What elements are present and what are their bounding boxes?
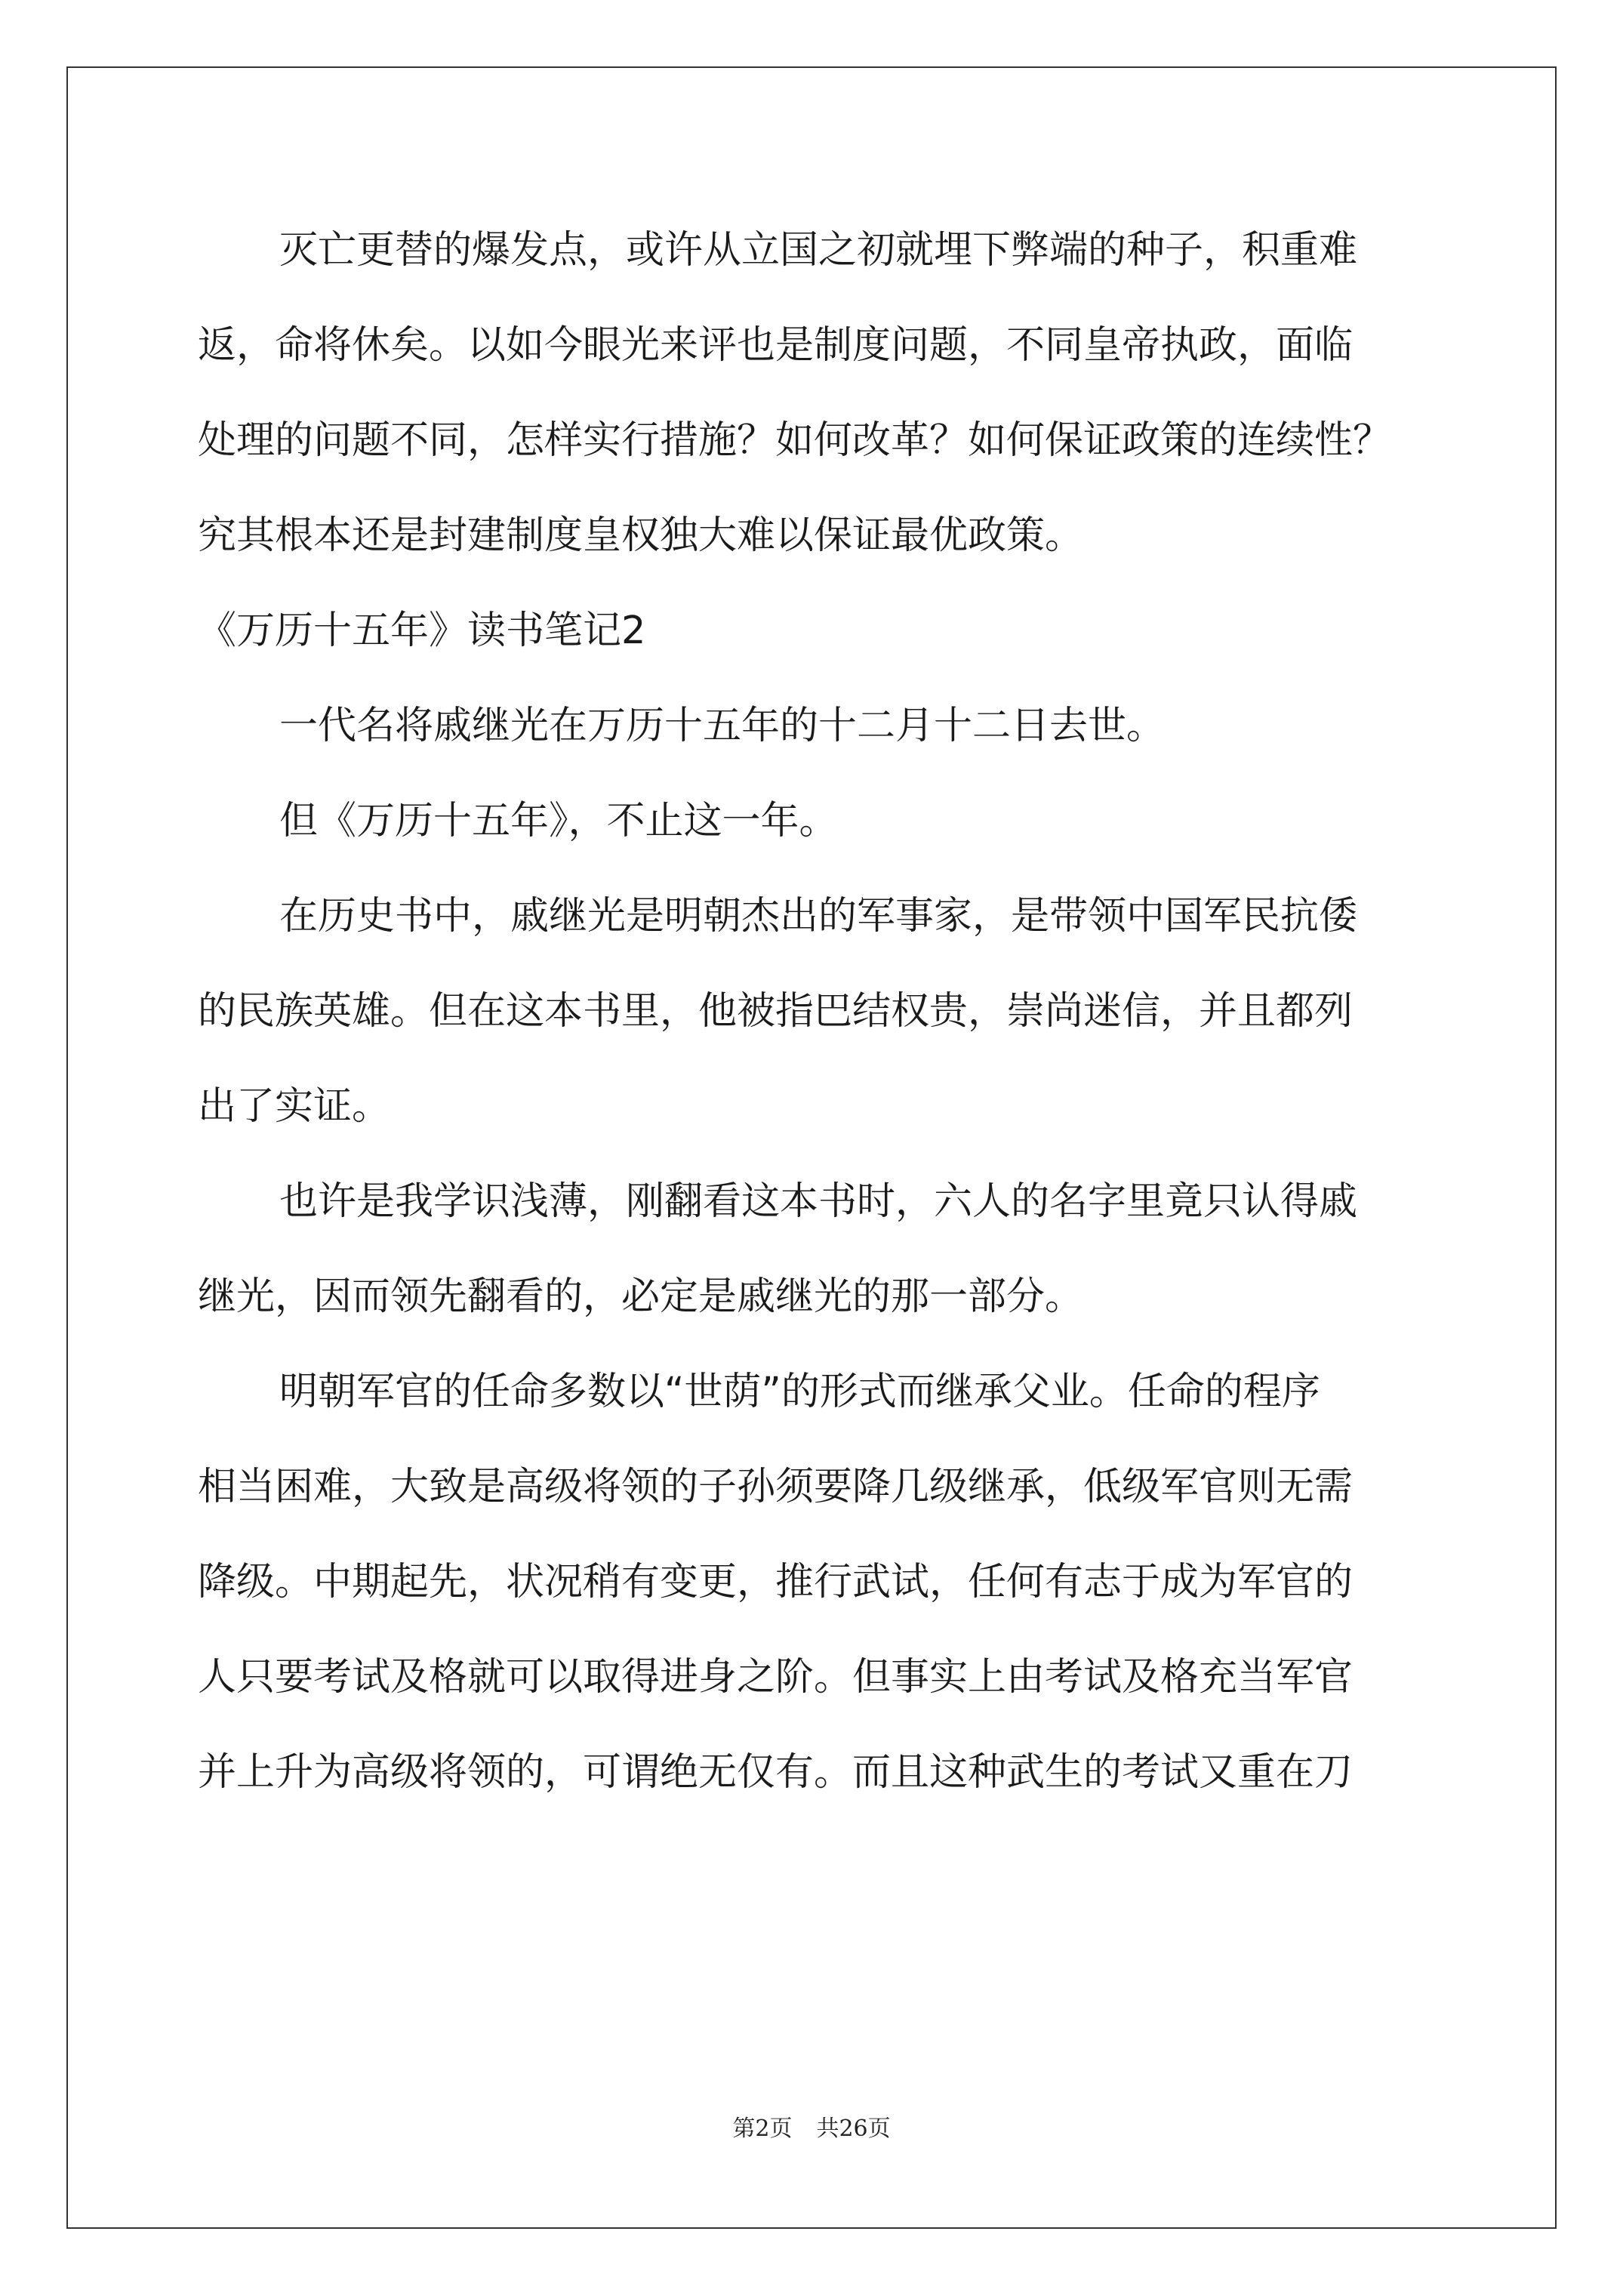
paragraph-line: 出了实证。 [198, 1084, 391, 1129]
paragraph-line: 一代名将戚继光在万历十五年的十二月十二日去世。 [279, 704, 1166, 748]
paragraph-line: 处理的问题不同，怎样实行措施？如何改革？如何保证政策的连续性？ [198, 418, 1392, 463]
paragraph-line: 也许是我学识浅薄，刚翻看这本书时，六人的名字里竟只认得戚 [279, 1179, 1358, 1224]
paragraph-line: 的民族英雄。但在这本书里，他被指巴结权贵，崇尚迷信，并且都列 [198, 989, 1354, 1034]
paragraph-line: 相当困难，大致是高级将领的子孙须要降几级继承，低级军官则无需 [198, 1465, 1354, 1509]
paragraph-line: 人只要考试及格就可以取得进身之阶。但事实上由考试及格充当军官 [198, 1655, 1354, 1700]
paragraph-line: 返，命将休矣。以如今眼光来评也是制度问题，不同皇帝执政，面临 [198, 323, 1354, 368]
paragraph-line: 继光，因而领先翻看的，必定是戚继光的那一部分。 [198, 1274, 1084, 1319]
paragraph-line: 灭亡更替的爆发点，或许从立国之初就埋下弊端的种子，积重难 [279, 228, 1358, 273]
page-border [66, 66, 1557, 2229]
page-number: 第2页 [732, 2116, 793, 2142]
paragraph-line: 究其根本还是封建制度皇权独大难以保证最优政策。 [198, 513, 1084, 558]
paragraph-line: 并上升为高级将领的，可谓绝无仅有。而且这种武生的考试又重在刀 [198, 1750, 1354, 1795]
paragraph-line: 明朝军官的任命多数以“世荫”的形式而继承父业。任命的程序 [279, 1370, 1320, 1414]
paragraph-line: 但《万历十五年》，不止这一年。 [279, 799, 838, 843]
paragraph-line: 降级。中期起先，状况稍有变更，推行武试，任何有志于成为军官的 [198, 1560, 1354, 1604]
section-heading: 《万历十五年》读书笔记2 [198, 609, 646, 653]
page-footer [0, 2114, 1623, 2144]
paragraph-line: 在历史书中，戚继光是明朝杰出的军事家，是带领中国军民抗倭 [279, 894, 1358, 938]
page-total: 共26页 [816, 2116, 891, 2142]
